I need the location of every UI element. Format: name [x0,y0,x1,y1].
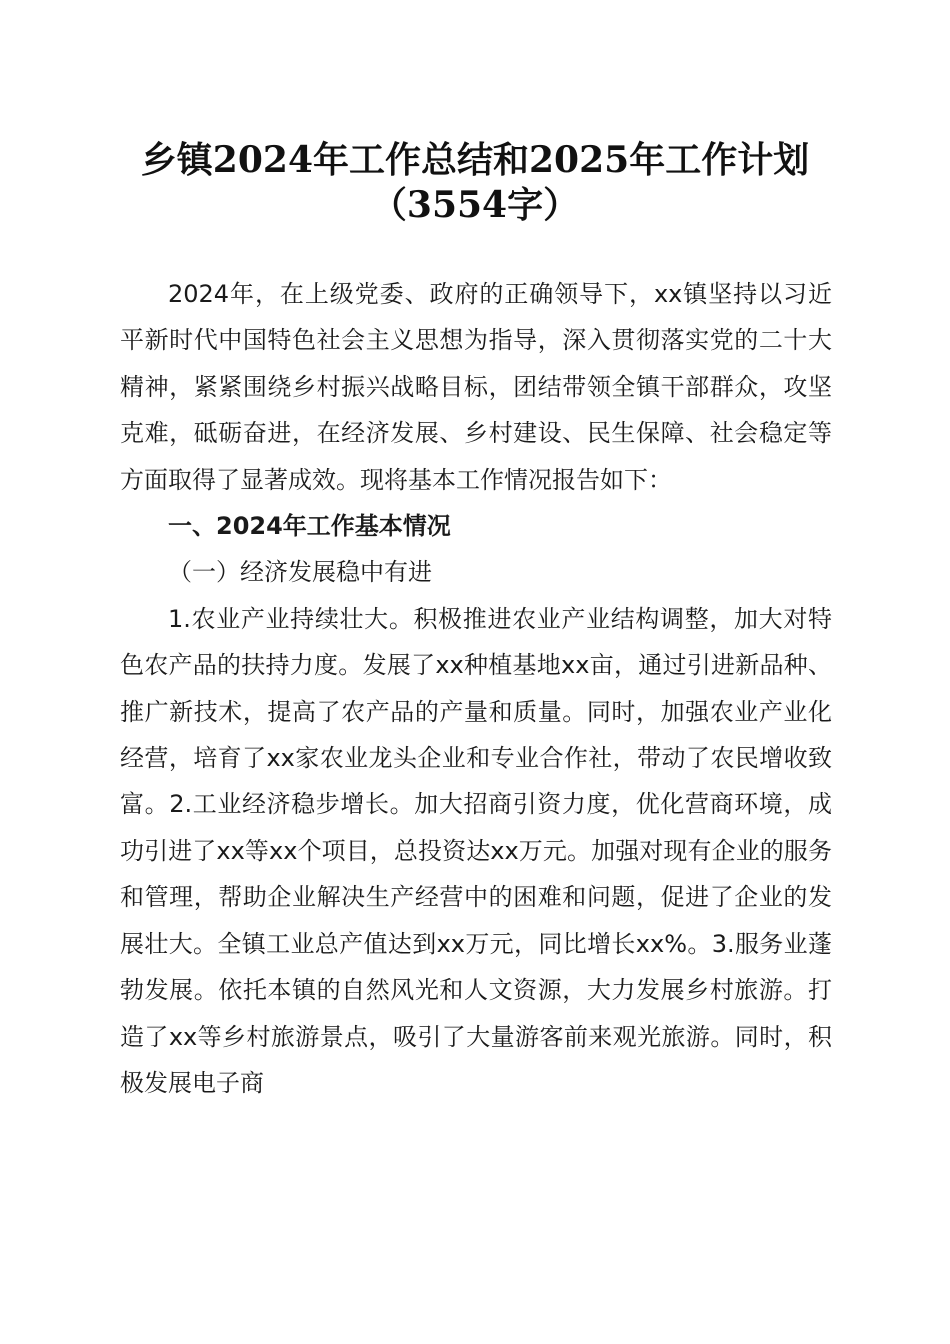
document-word-count: （3554字） [370,184,580,226]
body-paragraph: 1.农业产业持续壮大。积极推进农业产业结构调整，加大对特色农产品的扶持力度。发展了xx种植基地xx亩，通过引进新品种、推广新技术，提高了农产品的产量和质量。同时，加强农业产业化经营，培育了xx家农业龙头企业和专业合作社，带动了农民增收致富。2.工业经济稳步增长。加大招商引资力度，优化营商环境，成功引进了xx等xx个项目，总投资达xx万元。加强对现有企业的服务和管理，帮助企业解决生产经营中的困难和问题，促进了企业的发展壮大。全镇工业总产值达到xx万元，同比增长xx%。3.服务业蓬勃发展。依托本镇的自然风光和人文资源，大力发展乡村旅游。打造了xx等乡村旅游景点，吸引了大量游客前来观光旅游。同时，积极发展电子商 [120,604,832,1097]
document-title: 乡镇2024年工作总结和2025年工作计划 [140,139,810,181]
subsection-heading: （一）经济发展稳中有进 [168,558,432,587]
document-body [120,271,832,1106]
section-heading: 一、2024年工作基本情况 [168,512,451,541]
intro-paragraph: 2024年，在上级党委、政府的正确领导下，xx镇坚持以习近平新时代中国特色社会主义思想为指导，深入贯彻落实党的二十大精神，紧紧围绕乡村振兴战略目标，团结带领全镇干部群众，攻坚克难，砥砺奋进，在经济发展、乡村建设、民生保障、社会稳定等方面取得了显著成效。现将基本工作情况报告如下： [120,280,832,494]
